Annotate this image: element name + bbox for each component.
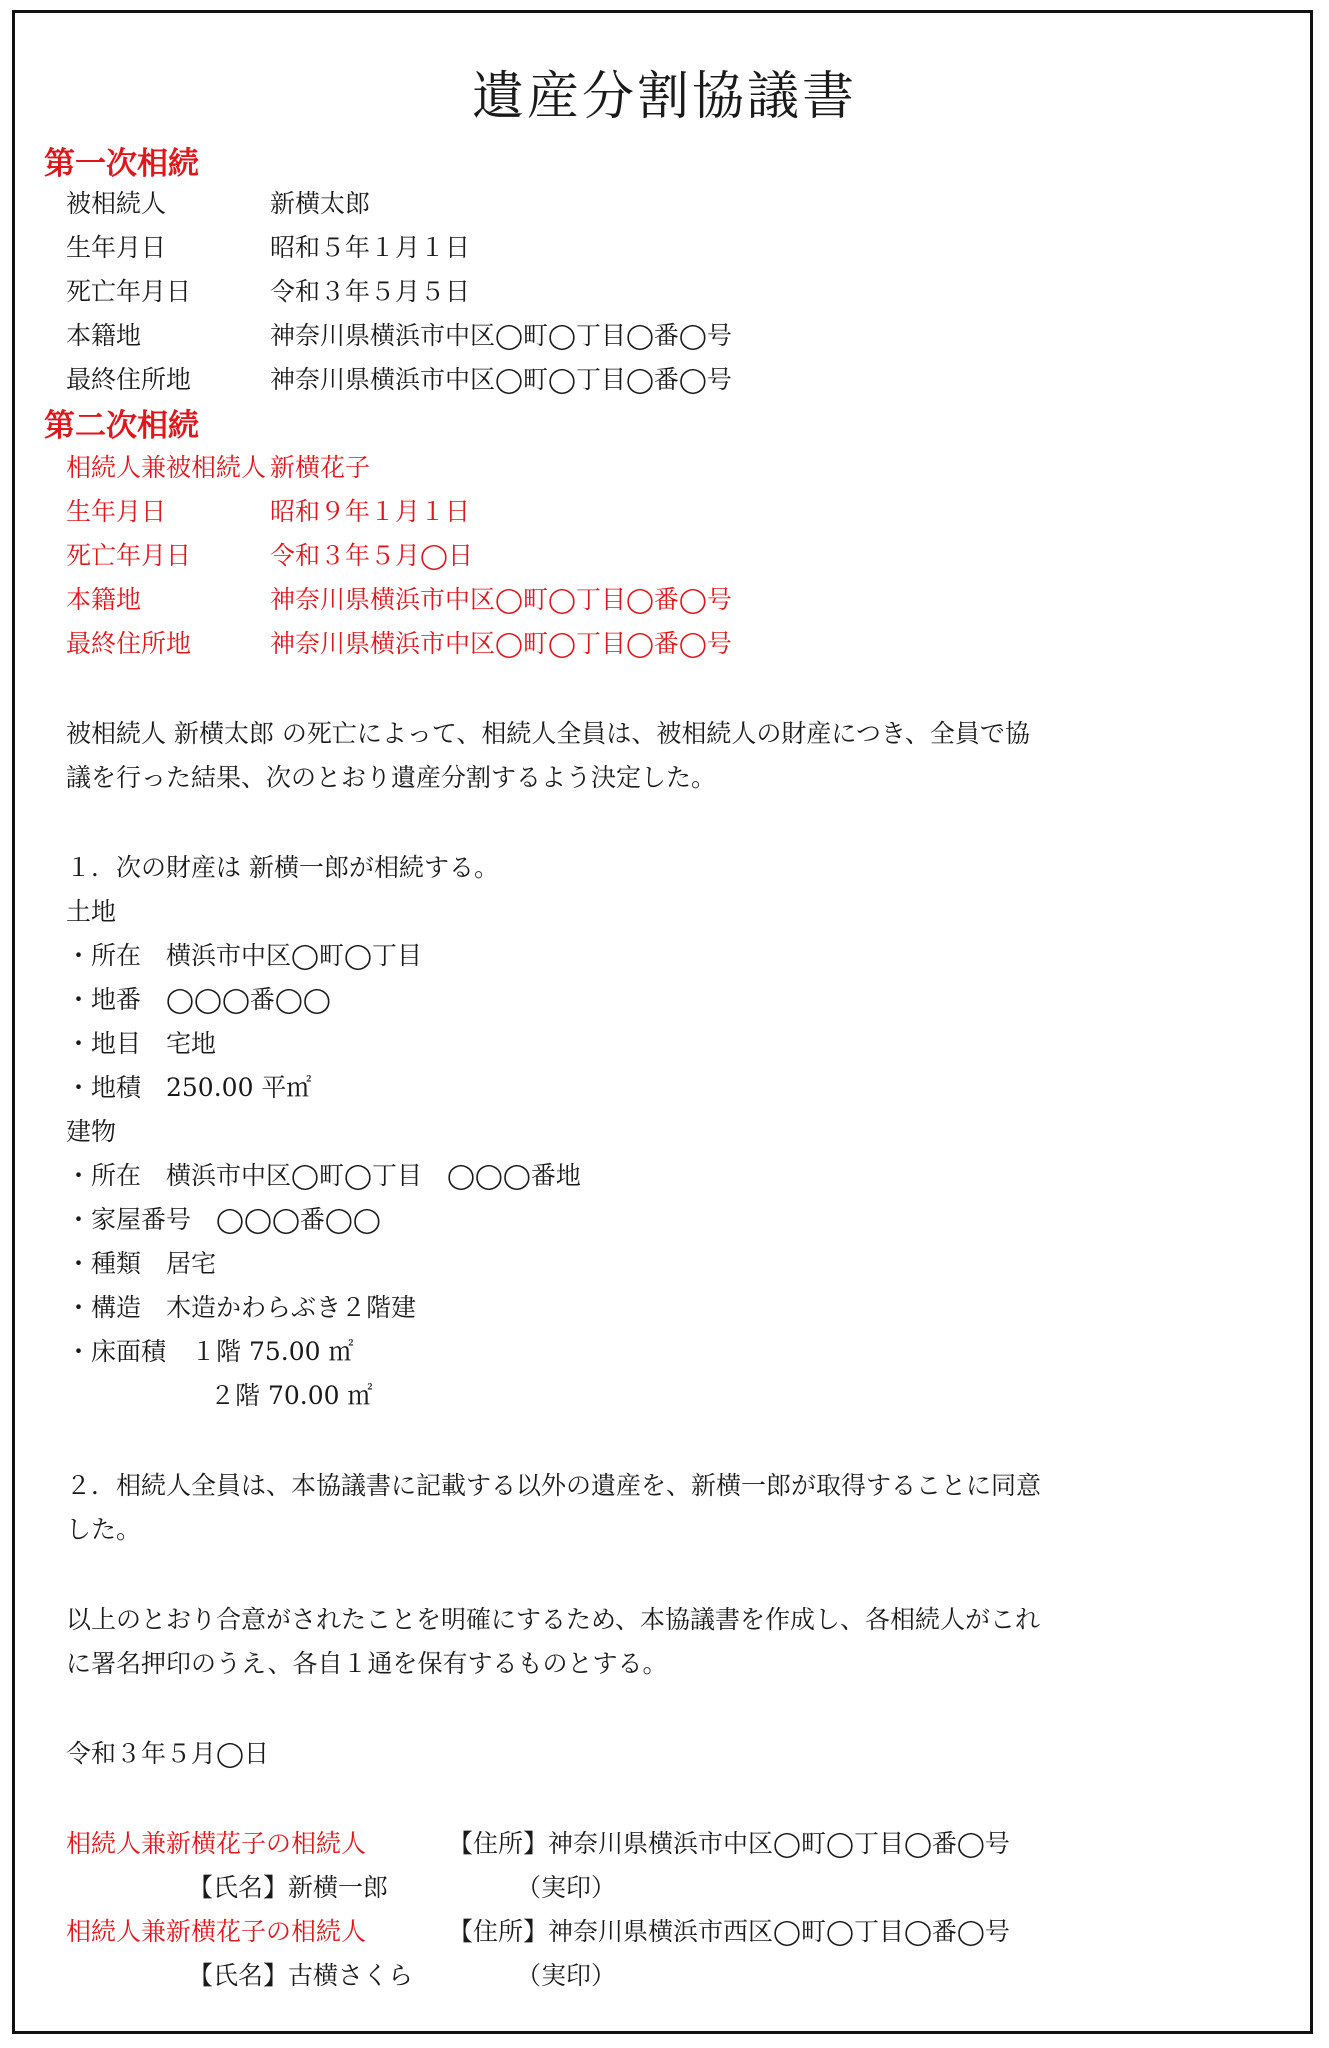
row-value: 新横太郎	[270, 189, 371, 218]
land-location: ・所在 横浜市中区◯町◯丁目	[66, 941, 422, 970]
signature-1-seal: （実印）	[516, 1873, 617, 1902]
first-row-last-address	[66, 362, 732, 398]
land-category: ・地目 宅地	[66, 1029, 217, 1058]
second-row-birth	[66, 494, 470, 530]
first-row-domicile	[66, 318, 732, 354]
building-structure: ・構造 木造かわらぶき２階建	[66, 1293, 417, 1322]
closing-line-1: 以上のとおり合意がされたことを明確にするため、本協議書を作成し、各相続人がこれ	[66, 1605, 1041, 1634]
second-row-heir-deceased	[66, 450, 370, 486]
document-border	[12, 10, 1313, 2034]
signature-1-address: 【住所】神奈川県横浜市中区◯町◯丁目◯番◯号	[448, 1829, 1010, 1858]
agreement-date: 令和３年５月◯日	[66, 1739, 269, 1768]
second-inheritance-heading: 第二次相続	[44, 408, 199, 444]
row-value: 神奈川県横浜市中区◯町◯丁目◯番◯号	[270, 629, 732, 658]
land-lot-number: ・地番 ◯◯◯番◯◯	[66, 985, 331, 1014]
row-label: 本籍地	[66, 321, 142, 350]
first-row-birth	[66, 230, 470, 266]
signature-1-name: 【氏名】新横一郎	[188, 1873, 389, 1902]
row-label: 生年月日	[66, 497, 167, 526]
first-row-death	[66, 274, 470, 310]
signature-2-name: 【氏名】古横さくら	[188, 1961, 414, 1990]
row-label: 最終住所地	[66, 629, 192, 658]
building-floor-area-2f: ２階 70.00 ㎡	[210, 1381, 373, 1410]
closing-line-2: に署名押印のうえ、各自１通を保有するものとする。	[66, 1649, 668, 1678]
signature-1-role: 相続人兼新横花子の相続人	[66, 1829, 367, 1858]
row-value: 令和３年５月◯日	[270, 541, 473, 570]
first-row-deceased	[66, 186, 370, 222]
signature-2-role: 相続人兼新横花子の相続人	[66, 1917, 367, 1946]
building-title: 建物	[66, 1117, 117, 1146]
row-label: 被相続人	[66, 189, 167, 218]
building-location: ・所在 横浜市中区◯町◯丁目 ◯◯◯番地	[66, 1161, 581, 1190]
land-title: 土地	[66, 897, 117, 926]
row-label: 生年月日	[66, 233, 167, 262]
item2-line-2: した。	[66, 1515, 142, 1544]
row-value: 神奈川県横浜市中区◯町◯丁目◯番◯号	[270, 585, 732, 614]
row-label: 相続人兼被相続人	[66, 453, 267, 482]
building-floor-area: ・床面積 １階 75.00 ㎡	[66, 1337, 354, 1366]
second-row-last-address	[66, 626, 732, 662]
row-label: 死亡年月日	[66, 277, 192, 306]
signature-2-seal: （実印）	[516, 1961, 617, 1990]
intro-line-1: 被相続人 新横太郎 の死亡によって、相続人全員は、被相続人の財産につき、全員で協	[66, 719, 1030, 748]
building-type: ・種類 居宅	[66, 1249, 217, 1278]
row-value: 神奈川県横浜市中区◯町◯丁目◯番◯号	[270, 365, 732, 394]
row-value: 新横花子	[270, 453, 371, 482]
row-value: 令和３年５月５日	[270, 277, 471, 306]
row-label: 死亡年月日	[66, 541, 192, 570]
row-label: 本籍地	[66, 585, 142, 614]
item1-heading: １．次の財産は 新横一郎が相続する。	[66, 853, 499, 882]
item2-line-1: ２．相続人全員は、本協議書に記載する以外の遺産を、新横一郎が取得することに同意	[66, 1471, 1042, 1500]
row-value: 昭和９年１月１日	[270, 497, 471, 526]
second-row-death	[66, 538, 473, 574]
document-title: 遺産分割協議書	[471, 67, 857, 127]
second-row-domicile	[66, 582, 732, 618]
signature-2-address: 【住所】神奈川県横浜市西区◯町◯丁目◯番◯号	[448, 1917, 1010, 1946]
first-inheritance-heading: 第一次相続	[44, 146, 199, 182]
row-label: 最終住所地	[66, 365, 192, 394]
building-house-number: ・家屋番号 ◯◯◯番◯◯	[66, 1205, 381, 1234]
row-value: 昭和５年１月１日	[270, 233, 471, 262]
row-value: 神奈川県横浜市中区◯町◯丁目◯番◯号	[270, 321, 732, 350]
intro-line-2: 議を行った結果、次のとおり遺産分割するよう決定した。	[66, 763, 717, 792]
land-area: ・地積 250.00 平㎡	[66, 1073, 312, 1102]
